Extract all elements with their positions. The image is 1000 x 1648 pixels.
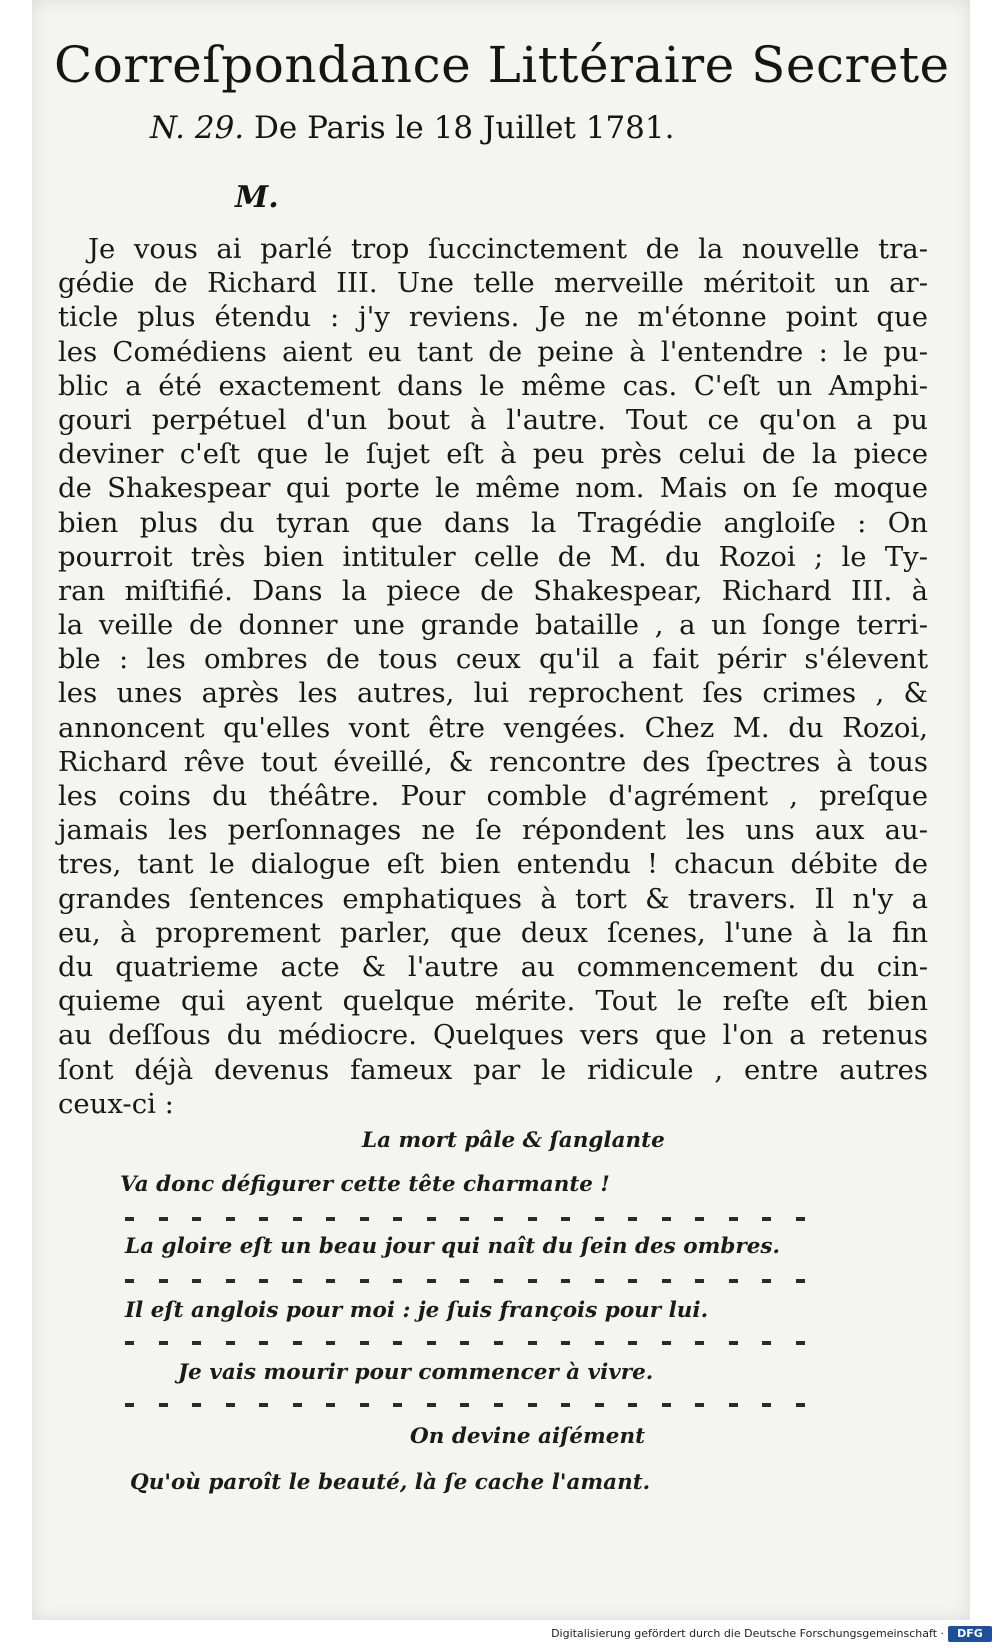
text-line: ſont déjà devenus fameux par le ridicule , entre autres xyxy=(58,1053,928,1086)
dash-mark xyxy=(729,1403,738,1407)
dash-mark xyxy=(628,1341,637,1345)
verse-line: Va donc défigurer cette tête charmante ! xyxy=(120,1172,610,1197)
text-line: de Shakespear qui porte le même nom. Mais on ſe moque xyxy=(58,472,928,505)
text-line: au deſſous du médiocre. Quelques vers que l'on a retenus xyxy=(58,1019,928,1052)
salutation: M. xyxy=(235,180,279,215)
text-line: les unes après les autres, lui reprochent ſes crimes , & xyxy=(58,677,928,710)
dash-mark xyxy=(393,1341,402,1345)
dash-mark xyxy=(159,1403,168,1407)
dash-mark xyxy=(226,1279,235,1283)
dash-mark xyxy=(762,1403,771,1407)
dash-mark xyxy=(662,1279,671,1283)
dash-mark xyxy=(729,1279,738,1283)
dash-mark xyxy=(360,1341,369,1345)
dash-mark xyxy=(427,1341,436,1345)
dash-mark xyxy=(393,1217,402,1221)
dash-mark xyxy=(360,1279,369,1283)
ellipsis-dashes xyxy=(125,1338,805,1348)
dash-mark xyxy=(125,1279,134,1283)
dash-mark xyxy=(628,1403,637,1407)
dash-mark xyxy=(326,1403,335,1407)
dash-mark xyxy=(226,1403,235,1407)
dash-mark xyxy=(528,1279,537,1283)
text-line: tres, tant le dialogue eſt bien entendu ! chacun débite de xyxy=(58,848,928,881)
dash-mark xyxy=(192,1217,201,1221)
dash-mark xyxy=(326,1217,335,1221)
dash-mark xyxy=(125,1217,134,1221)
dfg-logo: DFG xyxy=(948,1626,992,1642)
dash-mark xyxy=(293,1341,302,1345)
text-line: ran miſtifié. Dans la piece de Shakespear, Richard III. à xyxy=(58,574,928,607)
scan-margin xyxy=(0,0,34,1648)
dash-mark xyxy=(259,1217,268,1221)
dash-mark xyxy=(695,1217,704,1221)
dash-mark xyxy=(460,1403,469,1407)
text-line: ble : les ombres de tous ceux qu'il a fait périr s'élevent xyxy=(58,643,928,676)
verse-line: On devine aiſément xyxy=(410,1424,646,1449)
dash-mark xyxy=(494,1403,503,1407)
dash-mark xyxy=(561,1341,570,1345)
dash-mark xyxy=(561,1279,570,1283)
dash-mark xyxy=(729,1341,738,1345)
dash-mark xyxy=(762,1279,771,1283)
dash-mark xyxy=(595,1341,604,1345)
text-line: annoncent qu'elles vont être vengées. Chez M. du Rozoi, xyxy=(58,711,928,744)
dash-mark xyxy=(326,1341,335,1345)
text-line: les Comédiens aient eu tant de peine à l'entendre : le pu- xyxy=(58,335,928,368)
dash-mark xyxy=(226,1341,235,1345)
text-line: quieme qui ayent quelque mérite. Tout le reſte eſt bien xyxy=(58,985,928,1018)
text-line: Je vous ai parlé trop ſuccinctement de la nouvelle tra- xyxy=(88,233,928,265)
dash-mark xyxy=(259,1403,268,1407)
dash-mark xyxy=(528,1403,537,1407)
dash-mark xyxy=(192,1279,201,1283)
dash-mark xyxy=(662,1217,671,1221)
dash-mark xyxy=(393,1403,402,1407)
dash-mark xyxy=(427,1403,436,1407)
dash-mark xyxy=(695,1341,704,1345)
dash-mark xyxy=(796,1217,805,1221)
verse-line: Je vais mourir pour commencer à vivre. xyxy=(178,1360,654,1385)
verse-line: La gloire eſt un beau jour qui naît du ſein des ombres. xyxy=(125,1234,780,1259)
dash-mark xyxy=(259,1279,268,1283)
text-line: gouri perpétuel d'un bout à l'autre. Tout ce qu'on a pu xyxy=(58,403,928,436)
text-line: pourroit très bien intituler celle de M. du Rozoi ; le Ty- xyxy=(58,540,928,573)
dash-mark xyxy=(259,1341,268,1345)
dash-mark xyxy=(796,1341,805,1345)
text-line: Richard rêve tout éveillé, & rencontre des ſpectres à tous xyxy=(58,745,928,778)
dash-mark xyxy=(595,1279,604,1283)
dash-mark xyxy=(460,1279,469,1283)
dash-mark xyxy=(796,1279,805,1283)
text-line: ceux-ci : xyxy=(58,1087,174,1120)
dash-mark xyxy=(125,1403,134,1407)
dash-mark xyxy=(796,1403,805,1407)
verse-line: Qu'où paroît le beauté, là ſe cache l'amant. xyxy=(130,1470,651,1495)
text-line: deviner c'eſt que le ſujet eſt à peu près celui de la piece xyxy=(58,438,928,471)
text-line: gédie de Richard III. Une telle merveille méritoit un ar- xyxy=(58,267,928,300)
verse-line: Il eſt anglois pour moi : je ſuis françois pour lui. xyxy=(125,1298,709,1323)
dash-mark xyxy=(662,1403,671,1407)
dash-mark xyxy=(528,1217,537,1221)
ellipsis-dashes xyxy=(125,1400,805,1410)
dash-mark xyxy=(528,1341,537,1345)
dash-mark xyxy=(595,1217,604,1221)
dash-mark xyxy=(595,1403,604,1407)
dash-mark xyxy=(628,1279,637,1283)
dash-mark xyxy=(460,1341,469,1345)
body-paragraph xyxy=(58,232,928,1121)
dash-mark xyxy=(427,1279,436,1283)
dash-mark xyxy=(192,1403,201,1407)
dash-mark xyxy=(427,1217,436,1221)
issue-date: De Paris le 18 Juillet 1781. xyxy=(254,110,675,146)
dash-mark xyxy=(762,1341,771,1345)
dash-mark xyxy=(561,1217,570,1221)
text-line: jamais les perſonnages ne ſe répondent les uns aux au- xyxy=(58,814,928,847)
dash-mark xyxy=(762,1217,771,1221)
digitization-credit: Digitalisierung gefördert durch die Deutsche Forschungsgemeinschaft · xyxy=(551,1627,944,1640)
text-line: ticle plus étendu : j'y reviens. Je ne m'étonne point que xyxy=(58,301,928,334)
dash-mark xyxy=(226,1217,235,1221)
dash-mark xyxy=(695,1279,704,1283)
dateline xyxy=(150,110,674,146)
verse-line: La mort pâle & ſanglante xyxy=(362,1128,665,1153)
dash-mark xyxy=(561,1403,570,1407)
dash-mark xyxy=(125,1341,134,1345)
dash-mark xyxy=(293,1403,302,1407)
dash-mark xyxy=(159,1217,168,1221)
dash-mark xyxy=(729,1217,738,1221)
dash-mark xyxy=(494,1279,503,1283)
text-line: la veille de donner une grande bataille , a un ſonge terri- xyxy=(58,609,928,642)
dash-mark xyxy=(494,1217,503,1221)
dash-mark xyxy=(326,1279,335,1283)
issue-number: N. 29. xyxy=(150,110,245,146)
dash-mark xyxy=(159,1341,168,1345)
text-line: blic a été exactement dans le même cas. C'eſt un Amphi- xyxy=(58,369,928,402)
dash-mark xyxy=(360,1217,369,1221)
text-line: du quatrieme acte & l'autre au commencement du cin- xyxy=(58,950,928,983)
dash-mark xyxy=(628,1217,637,1221)
dash-mark xyxy=(494,1341,503,1345)
dash-mark xyxy=(192,1341,201,1345)
dash-mark xyxy=(293,1217,302,1221)
dash-mark xyxy=(159,1279,168,1283)
dash-mark xyxy=(662,1341,671,1345)
text-line: eu, à proprement parler, que deux ſcenes, l'une à la fin xyxy=(58,916,928,949)
page-title: Correſpondance Littéraire Secrete xyxy=(54,36,950,94)
dash-mark xyxy=(695,1403,704,1407)
text-line: grandes ſentences emphatiques à tort & travers. Il n'y a xyxy=(58,882,928,915)
dash-mark xyxy=(460,1217,469,1221)
ellipsis-dashes xyxy=(125,1214,805,1224)
text-line: les coins du théâtre. Pour comble d'agrément , preſque xyxy=(58,780,928,812)
dash-mark xyxy=(360,1403,369,1407)
text-line: bien plus du tyran que dans la Tragédie angloiſe : On xyxy=(58,506,928,539)
ellipsis-dashes xyxy=(125,1276,805,1286)
dash-mark xyxy=(393,1279,402,1283)
dash-mark xyxy=(293,1279,302,1283)
